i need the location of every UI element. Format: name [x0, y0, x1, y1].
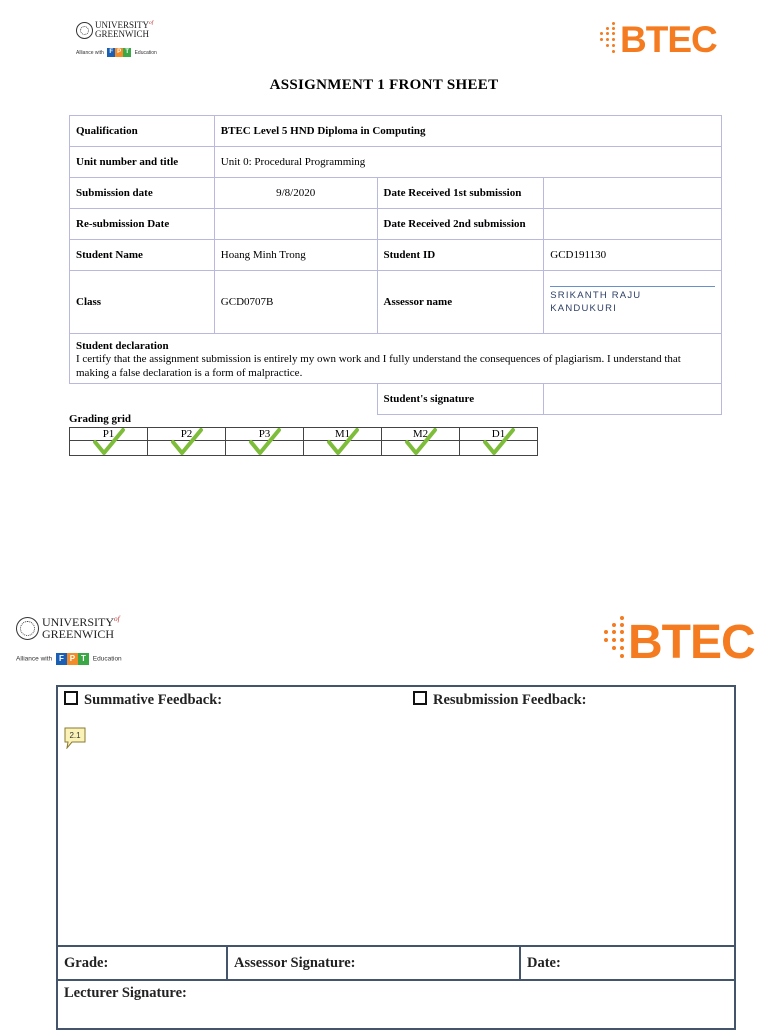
fpt-letter-t: T	[78, 653, 89, 665]
university-seal-icon	[16, 617, 39, 640]
university-logo	[76, 20, 166, 62]
form-divider-v2	[519, 945, 521, 980]
submission-date-value: 9/8/2020	[214, 178, 377, 209]
signature-value	[544, 384, 722, 415]
alliance-prefix: Alliance with	[76, 49, 104, 56]
fpt-letter-t: T	[123, 48, 131, 57]
date-received-1-value	[544, 178, 722, 209]
resubmission-value	[214, 209, 377, 240]
university-name-page2	[42, 616, 120, 640]
row-resubmission	[70, 209, 722, 240]
form-divider-v1	[226, 945, 228, 980]
university-line2-page2: GREENWICH	[42, 627, 114, 641]
submission-date-label: Submission date	[70, 178, 215, 209]
form-divider-1	[56, 945, 736, 947]
row-signature	[70, 384, 722, 415]
date-received-2-value	[544, 209, 722, 240]
student-name-label: Student Name	[70, 240, 215, 271]
university-line1: UNIVERSITY	[95, 20, 149, 30]
class-value: GCD0707B	[214, 271, 377, 334]
resubmission-feedback-label	[413, 691, 586, 709]
fpt-logo-page2	[56, 653, 89, 665]
grading-grid-label: Grading grid	[69, 413, 132, 425]
university-logo-page2	[16, 614, 136, 668]
qualification-value: BTEC Level 5 HND Diploma in Computing	[214, 116, 721, 147]
alliance-suffix: Education	[134, 49, 157, 56]
declaration-text: I certify that the assignment submission is entirely my own work and I fully understand the consequences of plagiarism. I understand that making a false declaration is a form of malpractice.	[76, 352, 681, 379]
fpt-logo	[107, 48, 131, 57]
grade-criterion-p1: P1	[70, 428, 148, 441]
student-name-value: Hoang Minh Trong	[214, 240, 377, 271]
assessor-label: Assessor name	[377, 271, 544, 334]
grade-criterion-p3: P3	[226, 428, 304, 441]
checkmark-icon	[482, 428, 516, 456]
btec-dots-icon	[600, 22, 622, 56]
row-qualification	[70, 116, 722, 147]
fpt-letter-f: F	[107, 48, 115, 57]
btec-logo: BTEC	[620, 19, 717, 60]
signature-label: Student's signature	[377, 384, 544, 415]
resubmission-checkbox[interactable]	[413, 691, 427, 705]
checkmark-icon	[248, 428, 282, 456]
resubmission-feedback-text: Resubmission Feedback:	[433, 692, 587, 708]
alliance-line-page2	[16, 653, 122, 665]
assessor-value	[550, 286, 715, 315]
assessor-signature-label: Assessor Signature:	[234, 955, 356, 971]
university-line1-page2: UNIVERSITY	[42, 615, 114, 629]
unit-value: Unit 0: Procedural Programming	[214, 147, 721, 178]
date-received-2-label: Date Received 2nd submission	[377, 209, 544, 240]
front-sheet-table	[69, 115, 722, 415]
student-id-label: Student ID	[377, 240, 544, 271]
grading-grid-header-row	[70, 428, 538, 441]
checkmark-icon	[326, 428, 360, 456]
grading-grid	[69, 427, 538, 456]
assessor-line1: SRIKANTH RAJU	[550, 289, 642, 301]
university-of: of	[149, 20, 154, 26]
row-unit	[70, 147, 722, 178]
lecturer-signature-label: Lecturer Signature:	[64, 985, 187, 1001]
university-line2: GREENWICH	[95, 29, 149, 39]
summative-feedback-label	[64, 691, 222, 709]
assessor-line2: KANDUKURI	[550, 302, 618, 314]
btec-dots-icon	[603, 616, 631, 662]
date-received-1-label: Date Received 1st submission	[377, 178, 544, 209]
alliance-line	[76, 48, 157, 57]
row-declaration	[70, 334, 722, 384]
university-seal-icon	[76, 22, 93, 39]
row-class	[70, 271, 722, 334]
row-student	[70, 240, 722, 271]
grade-criterion-p2: P2	[148, 428, 226, 441]
btec-logo-page2: BTEC	[628, 616, 755, 669]
signature-spacer	[70, 384, 378, 415]
grade-criterion-m1: M1	[304, 428, 382, 441]
class-label: Class	[70, 271, 215, 334]
declaration-cell	[70, 334, 722, 384]
row-submission	[70, 178, 722, 209]
checkmark-icon	[92, 428, 126, 456]
assessor-cell	[544, 271, 722, 334]
grade-criterion-d1: D1	[460, 428, 538, 441]
alliance-suffix-page2: Education	[92, 655, 122, 663]
fpt-letter-p: P	[117, 49, 122, 55]
fpt-letter-p: P	[67, 653, 78, 665]
resubmission-label: Re-submission Date	[70, 209, 215, 240]
date-label: Date:	[527, 955, 561, 971]
university-name	[95, 21, 153, 39]
form-divider-2	[56, 979, 736, 981]
checkmark-icon	[404, 428, 438, 456]
summative-checkbox[interactable]	[64, 691, 78, 705]
checkmark-icon	[170, 428, 204, 456]
fpt-letter-f: F	[56, 653, 67, 665]
university-of-page2: of	[114, 615, 120, 623]
alliance-prefix-page2: Alliance with	[16, 655, 53, 663]
student-id-value: GCD191130	[544, 240, 722, 271]
comment-marker: 2.1	[69, 731, 81, 740]
unit-label: Unit number and title	[70, 147, 215, 178]
comment-note-icon[interactable]	[64, 727, 86, 749]
page-title: ASSIGNMENT 1 FRONT SHEET	[269, 77, 499, 93]
qualification-label: Qualification	[70, 116, 215, 147]
grading-grid-value-row	[70, 441, 538, 456]
summative-feedback-text: Summative Feedback:	[84, 692, 223, 708]
grade-label: Grade:	[64, 955, 109, 971]
declaration-title: Student declaration	[76, 339, 169, 352]
grade-criterion-m2: M2	[382, 428, 460, 441]
